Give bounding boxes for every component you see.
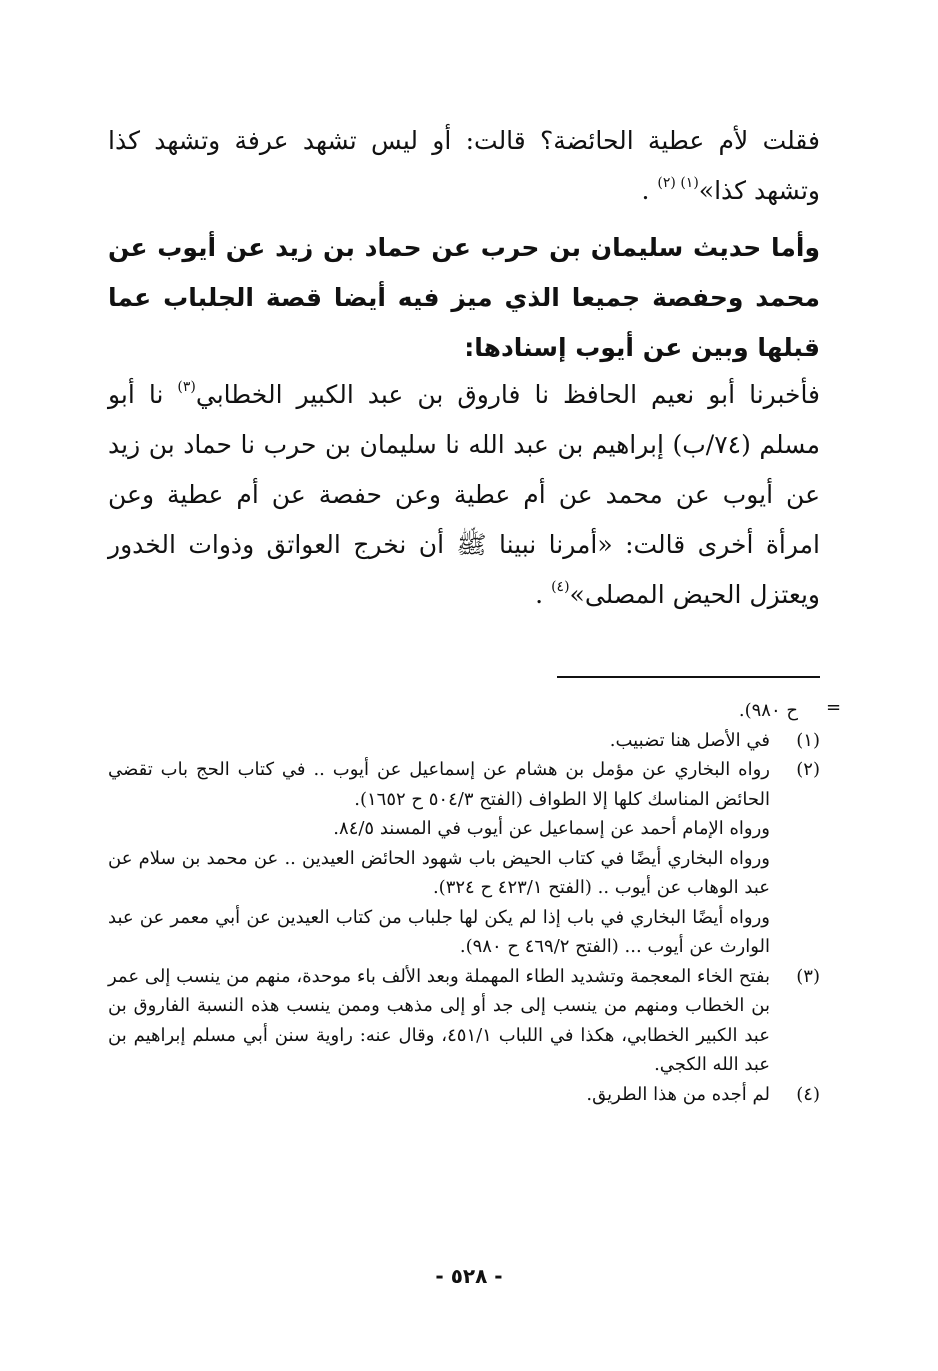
footnote-refs-1-2: (١) (٢) [657, 175, 699, 191]
footnote-extra: ورواه أيضًا البخاري في باب إذا لم يكن لها جلباب من كتاب العيدين عن أبي معمر عن عبد الوارث عن أيوب ... (الفتح ٤٦٩/٢ ح ٩٨٠). [108, 906, 770, 957]
paragraph-2-end: . [535, 580, 544, 609]
footnote-number: (٤) [796, 1083, 820, 1105]
footnote-ref-4: (٤) [551, 579, 570, 595]
footnote-text: رواه البخاري عن مؤمل بن هشام عن إسماعيل عن أيوب .. في كتاب الحج باب تقضي الحائض المناسك كلها إلا الطواف (الفتح ٥٠٤/٣ ح ١٦٥٢). [108, 759, 770, 810]
paragraph-2-after-ref: نا أبو مسلم (٧٤/ب) إبراهيم بن عبد الله نا سليمان بن حرب نا حماد بن زيد عن أيوب عن محمد عن أم عطية وعن حفصة عن أم عطية وعن امرأة أخرى قالت: «أمرنا نبينا ﷺ أن نخرج العواتق وذوات الخدور ويعتزل الحيض المصلى» [108, 380, 820, 609]
footnote-number: (٢) [796, 759, 820, 780]
page-number: - ٥٢٨ - [435, 1264, 503, 1288]
footnote-4 [108, 1080, 820, 1110]
paragraph-1 [108, 116, 820, 216]
footnote-number: (٣) [796, 965, 820, 987]
paragraph-1-end: . [641, 176, 650, 205]
footnotes [108, 696, 820, 1109]
footnote-body [108, 755, 770, 962]
section-heading: وأما حديث سليمان بن حرب عن حماد بن زيد عن أيوب عن محمد وحفصة جميعا الذي ميز فيه أيضا قصة الجلباب عما قبلها وبين عن أيوب إسنادها: [108, 233, 820, 362]
footnote-number: (١) [796, 729, 820, 751]
footnote-1 [108, 726, 820, 756]
footnote-3 [108, 962, 820, 1080]
footnote-continuation-mark: = [826, 697, 842, 718]
footnote-ref-3: (٣) [177, 379, 196, 395]
footnote-extra: ورواه البخاري أيضًا في كتاب الحيض باب شهود الحائض العيدين .. عن محمد بن سلام عن عبد الوهاب عن أيوب .. (الفتح ٤٢٣/١ ح ٣٢٤). [108, 847, 770, 898]
footnote-extra: ورواه الإمام أحمد عن إسماعيل عن أيوب في المسند ٨٤/٥. [333, 818, 770, 839]
footnote-2 [108, 755, 820, 962]
paragraph-2 [108, 370, 820, 620]
paragraph-2-before-ref: فأخبرنا أبو نعيم الحافظ نا فاروق بن عبد الكبير الخطابي [195, 380, 821, 409]
footnote-separator [557, 676, 820, 678]
paragraph-1-text: فقلت لأم عطية الحائضة؟ قالت: أو ليس تشهد عرفة وتشهد كذا وتشهد كذا» [108, 126, 820, 205]
footnote-text: لم أجده من هذا الطريق. [586, 1083, 770, 1105]
footnote-text: بفتح الخاء المعجمة وتشديد الطاء المهملة وبعد الألف باء موحدة، منهم من ينسب إلى عمر بن الخطاب ومنهم من ينسب إلى جد أو إلى مذهب وممن ينسب هذه النسبة الفاروق بن عبد الكبير الخطابي، هكذا في اللباب ٤٥١/١، وقال عنه: راوية سنن أبي مسلم إبراهيم بن عبد الله الكجي. [108, 965, 770, 1075]
footnote-continuation: ح ٩٨٠). [738, 700, 798, 721]
footnote-text: في الأصل هنا تضبيب. [609, 729, 770, 751]
